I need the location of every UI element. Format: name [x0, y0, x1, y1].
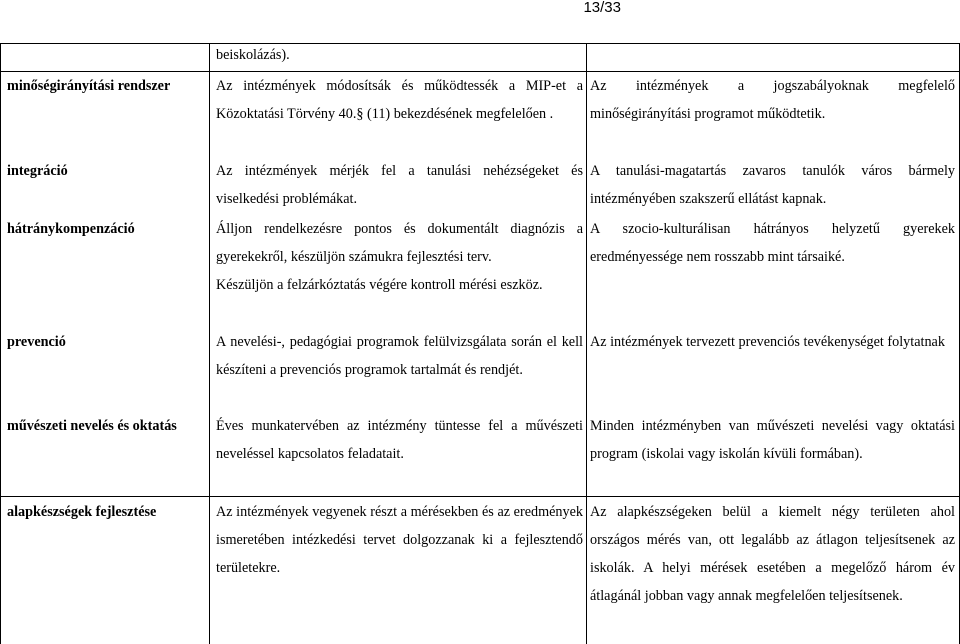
- indicator-disadvantage-compensation: A szocio-kulturálisan hátrányos helyzetű gyerekek eredményessége nem rosszabb mint társaiké.: [590, 221, 955, 265]
- term-prevention: prevenció: [7, 334, 66, 350]
- requirement-basic-skills: Az intézmények vegyenek részt a mérésekben és az eredmények ismeretében intézkedési tervet dolgozzanak ki a fejlesztendő területekre.: [216, 504, 583, 576]
- indicator-integration: A tanulási-magatartás zavaros tanulók város bármely intézményében szakszerű ellátást kapnak.: [590, 163, 955, 207]
- indicator-prevention: Az intézmények tervezett prevenciós tevékenységet folytatnak: [590, 334, 945, 350]
- column-divider: [209, 44, 210, 644]
- requirement-disadvantage-compensation: [216, 215, 583, 299]
- term-quality-management: minőségirányítási rendszer: [7, 78, 171, 94]
- requirement-paragraph: Készüljön a felzárkóztatás végére kontroll mérési eszköz.: [216, 277, 543, 293]
- column-divider: [586, 44, 587, 644]
- term-basic-skills: alapkészségek fejlesztése: [7, 504, 157, 520]
- requirement-art-education: Éves munkatervében az intézmény tüntesse fel a művészeti neveléssel kapcsolatos feladatait.: [216, 418, 583, 462]
- requirement-integration: Az intézmények mérjék fel a tanulási nehézségeket és viselkedési problémákat.: [216, 163, 583, 207]
- term-integration: integráció: [7, 163, 68, 179]
- row-divider: [1, 496, 960, 497]
- goals-table: [0, 43, 960, 644]
- page-number: 13/33: [583, 0, 621, 16]
- requirement-paragraph: Álljon rendelkezésre pontos és dokumentált diagnózis a gyerekekről, készüljön számukra fejlesztési terv.: [216, 221, 583, 265]
- term-disadvantage-compensation: hátránykompenzáció: [7, 221, 135, 237]
- continued-text: beiskolázás).: [216, 47, 290, 63]
- requirement-quality-management: Az intézmények módosítsák és működtessék a MIP-et a Közoktatási Törvény 40.§ (11) bekezdésének megfelelően .: [216, 78, 583, 122]
- indicator-quality-management: Az intézmények a jogszabályoknak megfelelő minőségirányítási programot működtetik.: [590, 78, 955, 122]
- indicator-basic-skills: Az alapkészségeken belül a kiemelt négy területen ahol országos mérés van, ott legalább az átlagon teljesítsenek az iskolák. A helyi mérések esetében a megelőző három év átlagánál jobban vagy annak megfelelően teljesítsenek.: [590, 504, 955, 604]
- term-art-education: művészeti nevelés és oktatás: [7, 418, 177, 434]
- requirement-prevention: A nevelési-, pedagógiai programok felülvizsgálata során el kell készíteni a prevenciós programok tartalmát és rendjét.: [216, 334, 583, 378]
- indicator-art-education: Minden intézményben van művészeti nevelési vagy oktatási program (iskolai vagy iskolán kívüli formában).: [590, 418, 955, 462]
